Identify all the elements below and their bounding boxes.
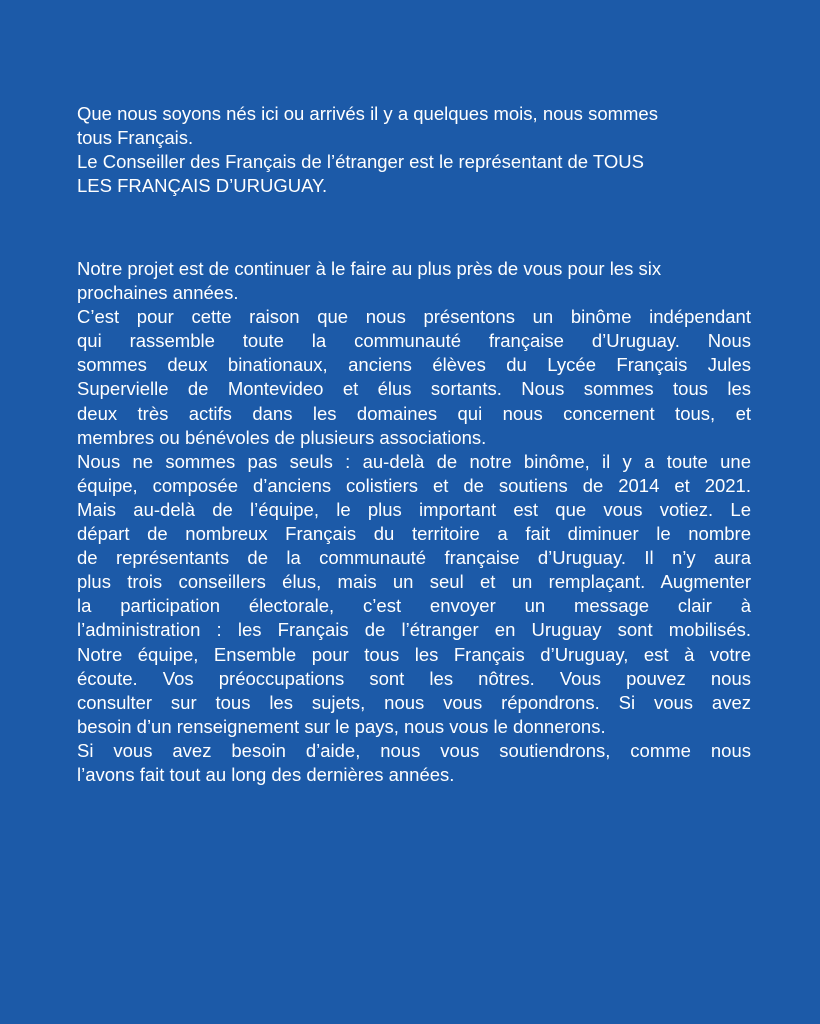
text-line: l’avons fait tout au long des dernières années. — [77, 763, 455, 785]
text-line: la participation électorale, c’est envoyer un message clair à — [77, 595, 751, 617]
text-line: C’est pour cette raison que nous présentons un binôme indépendant — [77, 306, 751, 328]
text-line: qui rassemble toute la communauté française d’Uruguay. Nous — [77, 330, 751, 352]
project-paragraph — [77, 257, 751, 787]
text-line: plus trois conseillers élus, mais un seul et un remplaçant. Augmenter — [77, 571, 751, 593]
text-line: sommes deux binationaux, anciens élèves du Lycée Français Jules — [77, 354, 751, 376]
text-line: écoute. Vos préoccupations sont les nôtres. Vous pouvez nous — [77, 667, 751, 689]
text-line: Supervielle de Montevideo et élus sortants. Nous sommes tous les — [77, 378, 751, 400]
text-line: deux très actifs dans les domaines qui nous concernent tous, et — [77, 402, 751, 424]
text-line: LES FRANÇAIS D’URUGUAY. — [77, 175, 328, 197]
text-line: équipe, composée d’anciens colistiers et de soutiens de 2014 et 2021. — [77, 474, 751, 496]
text-line: consulter sur tous les sujets, nous vous répondrons. Si vous avez — [77, 691, 751, 713]
text-line: de représentants de la communauté française d’Uruguay. Il n’y aura — [77, 547, 751, 569]
text-line: prochaines années. — [77, 282, 239, 304]
text-line: Le Conseiller des Français de l’étranger est le représentant de TOUS — [77, 151, 644, 173]
text-line: Que nous soyons nés ici ou arrivés il y a quelques mois, nous sommes — [77, 103, 658, 124]
text-line: Mais au-delà de l’équipe, le plus important est que vous votiez. Le — [77, 498, 751, 520]
text-line: Nous ne sommes pas seuls : au-delà de notre binôme, il y a toute une — [77, 450, 751, 472]
text-line: Notre projet est de continuer à le faire au plus près de vous pour les six — [77, 258, 662, 279]
text-line: besoin d’un renseignement sur le pays, nous vous le donnerons. — [77, 715, 606, 737]
text-line: départ de nombreux Français du territoire a fait diminuer le nombre — [77, 523, 751, 545]
text-line: Notre équipe, Ensemble pour tous les Français d’Uruguay, est à votre — [77, 643, 751, 665]
text-line: tous Français. — [77, 127, 194, 149]
intro-paragraph — [77, 102, 751, 198]
text-line: l’administration : les Français de l’étranger en Uruguay sont mobilisés. — [77, 619, 751, 641]
text-line: Si vous avez besoin d’aide, nous vous soutiendrons, comme nous — [77, 739, 751, 761]
text-line: membres ou bénévoles de plusieurs associations. — [77, 426, 487, 448]
